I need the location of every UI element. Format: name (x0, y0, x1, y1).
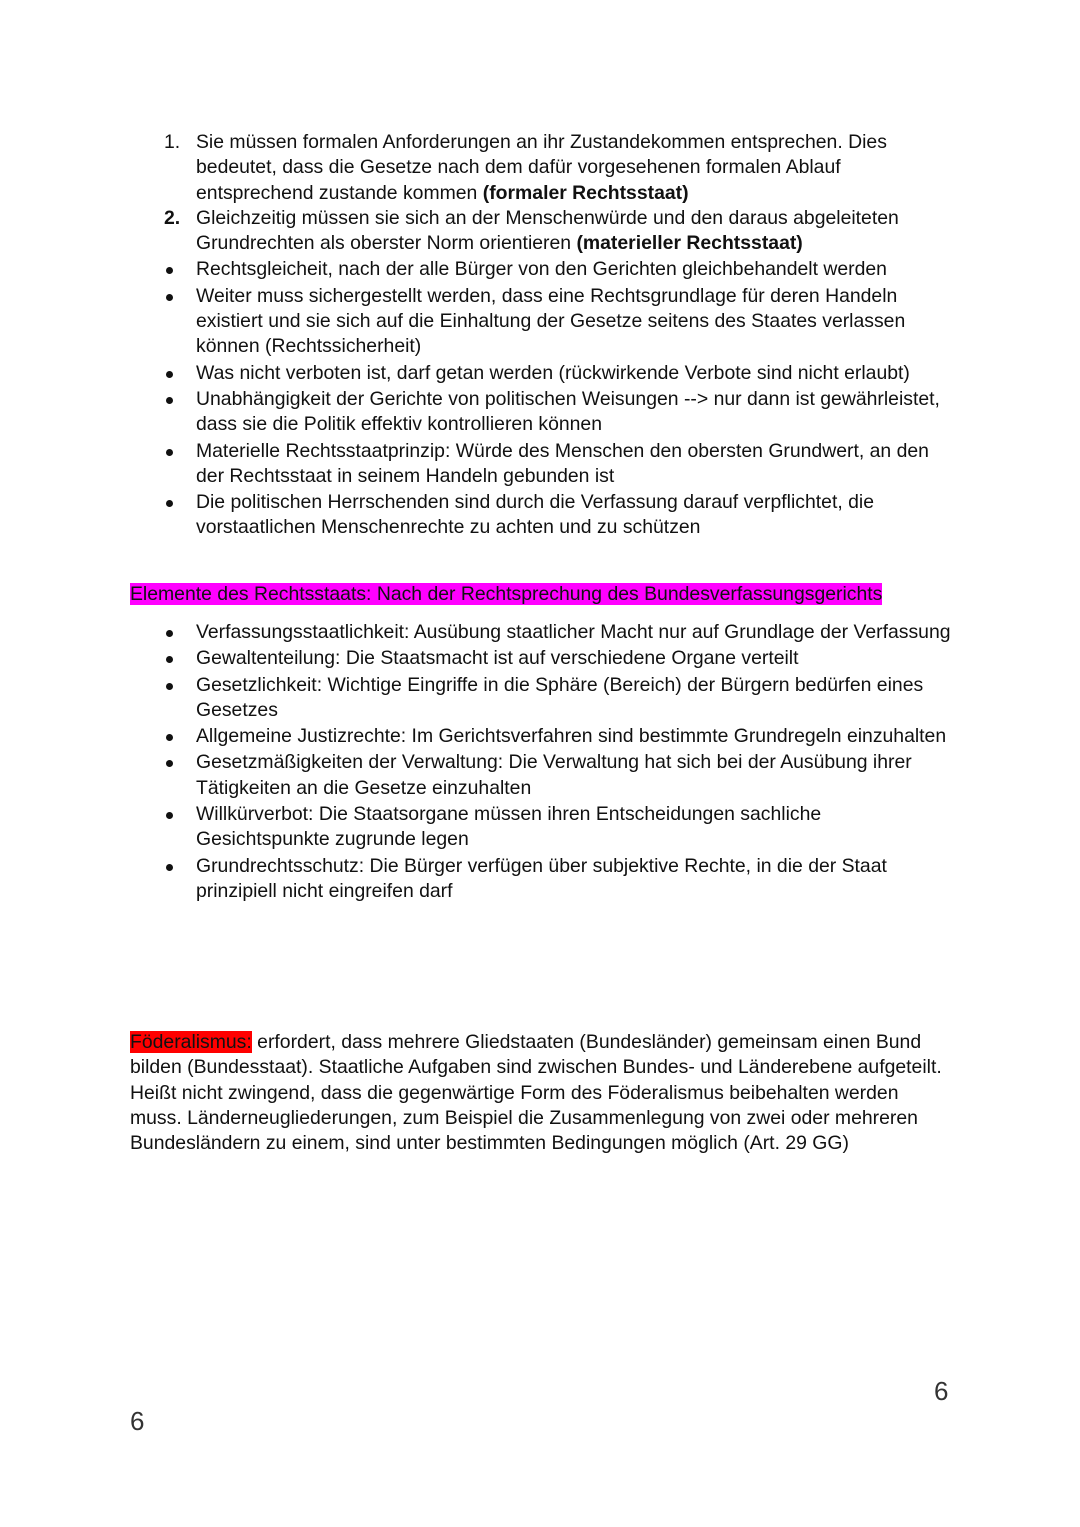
bullet-text: Grundrechtsschutz: Die Bürger verfügen über subjektive Rechte, in die der Staat prinzipiell nicht eingreifen darf (196, 854, 887, 902)
bullet-item (164, 257, 954, 282)
bullet-item (164, 439, 954, 490)
item-bold-term: (formaler Rechtsstaat) (482, 181, 689, 204)
bullet-item (164, 490, 954, 541)
bullet-item (164, 361, 954, 386)
federalism-text: erfordert, dass mehrere Gliedstaaten (Bundesländer) gemeinsam einen Bund bilden (Bundesstaat). Staatliche Aufgaben sind zwischen Bundes- und Länderebene aufgeteilt. Heißt nicht zwingend, dass die gegenwärtige Form des Föderalismus beibehalten werden muss. Länderneugliederungen, zum Beispiel die Zusammenlegung von zwei oder mehreren Bundesländern zu einem, sind unter bestimmten Bedingungen möglich (Art. 29 GG) (130, 1031, 942, 1155)
bullet-icon (166, 294, 173, 301)
bullet-text: Rechtsgleicheit, nach der alle Bürger von den Gerichten gleichbehandelt werden (196, 258, 887, 281)
bullet-text: Die politischen Herrschenden sind durch die Verfassung darauf verpflichtet, die vorstaatlichen Menschenrechte zu achten und zu schützen (196, 491, 874, 539)
list-number: 1. (164, 131, 181, 153)
bullet-icon (166, 397, 173, 404)
bullet-item (164, 387, 954, 438)
bullet-text: Gewaltenteilung: Die Staatsmacht ist auf verschiedene Organe verteilt (196, 647, 799, 670)
bullet-icon (166, 734, 173, 741)
bullet-icon (166, 656, 173, 663)
bullet-text: Verfassungsstaatlichkeit: Ausübung staatlicher Macht nur auf Grundlage der Verfassung (196, 621, 951, 643)
bullet-item (164, 724, 954, 749)
bullet-text: Unabhängigkeit der Gerichte von politischen Weisungen --> nur dann ist gewährleistet, dass sie die Politik effektiv kontrollieren können (196, 387, 940, 436)
bullet-icon (166, 683, 173, 690)
heading-highlight: Elemente des Rechtsstaats: Nach der Rechtsprechung des Bundesverfassungsgerichts (130, 583, 883, 605)
bullet-icon (166, 760, 173, 767)
bullet-text: Materielle Rechtsstaatprinzip: Würde des Menschen den obersten Grundwert, an den der Rechtsstaat in seinem Handeln gebunden ist (196, 439, 929, 487)
bullet-item (164, 284, 954, 360)
bullet-item (164, 802, 954, 853)
bullet-text: Willkürverbot: Die Staatsorgane müssen ihren Entscheidungen sachliche Gesichtspunkte zugrunde legen (196, 803, 822, 851)
numbered-item (164, 130, 954, 206)
rechtsstaat-list (164, 130, 954, 541)
bullet-icon (166, 267, 173, 274)
bullet-item (164, 646, 954, 671)
list-number: 2. (164, 206, 181, 229)
bullet-text: Gesetzmäßigkeiten der Verwaltung: Die Verwaltung hat sich bei der Ausübung ihrer Tätigkeiten an die Gesetze einzuhalten (196, 751, 912, 799)
bullet-icon (166, 812, 173, 819)
federalism-term: Föderalismus: (130, 1031, 252, 1053)
item-text: Gleichzeitig müssen sie sich an der Menschenwürde und den daraus abgeleiteten Grundrechten als oberster Norm orientieren (196, 206, 899, 255)
bullet-text: Was nicht verboten ist, darf getan werden (rückwirkende Verbote sind nicht erlaubt) (196, 361, 910, 384)
page-number-right: 6 (934, 1376, 949, 1406)
item-text: Sie müssen formalen Anforderungen an ihr Zustandekommen entsprechen. Dies bedeutet, dass die Gesetze nach dem dafür vorgesehenen formalen Ablauf entsprechend zustande kommen (196, 131, 887, 204)
bullet-item (164, 750, 954, 801)
bullet-text: Gesetzlichkeit: Wichtige Eingriffe in die Sphäre (Bereich) der Bürgern bedürfen eines Gesetzes (196, 673, 924, 721)
elemente-list (164, 619, 954, 904)
bullet-icon (166, 449, 173, 456)
item-bold-term: (materieller Rechtsstaat) (576, 232, 803, 255)
bullet-text: Allgemeine Justizrechte: Im Gerichtsverfahren sind bestimmte Grundregeln einzuhalten (196, 725, 947, 748)
bullet-icon (166, 371, 173, 378)
page-number-left: 6 (130, 1406, 145, 1436)
federalism-paragraph (130, 1030, 950, 1156)
numbered-item (164, 206, 954, 257)
section-heading (130, 582, 882, 607)
bullet-icon (166, 864, 173, 871)
bullet-icon (166, 500, 173, 507)
bullet-icon (166, 630, 173, 637)
bullet-item (164, 620, 954, 645)
bullet-item (164, 673, 954, 724)
bullet-text: Weiter muss sichergestellt werden, dass eine Rechtsgrundlage für deren Handeln existiert und sie sich auf die Einhaltung der Gesetze seitens des Staates verlassen können (Rechtssicherheit) (196, 284, 906, 358)
bullet-item (164, 854, 954, 905)
